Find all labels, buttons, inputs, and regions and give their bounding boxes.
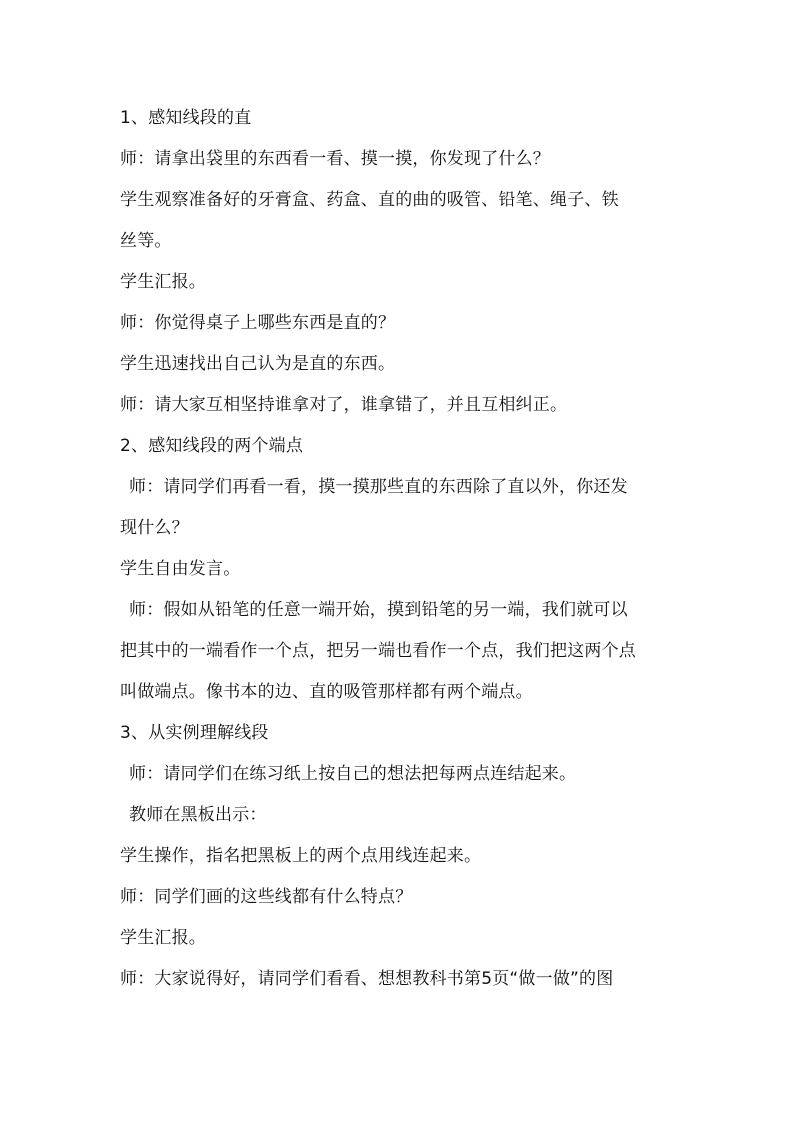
text-line: 叫做端点。像书本的边、直的吸管那样都有两个端点。: [120, 682, 533, 702]
text-line: 2、感知线段的两个端点: [120, 436, 304, 456]
text-line: 学生迅速找出自己认为是直的东西。: [120, 354, 396, 374]
text-line: 师：大家说得好，请同学们看看、想想教科书第5页“做一做”的图: [120, 969, 614, 989]
text-line: 3、从实例理解线段: [120, 723, 269, 743]
text-line: 学生汇报。: [120, 272, 206, 292]
text-line: 师：请大家互相坚持谁拿对了，谁拿错了，并且互相纠正。: [120, 395, 568, 415]
text-line: 现什么？: [120, 518, 189, 538]
text-line: 学生自由发言。: [120, 559, 241, 579]
text-line: 师：请同学们再看一看，摸一摸那些直的东西除了直以外，你还发: [129, 477, 628, 497]
text-line: 师：假如从铅笔的任意一端开始，摸到铅笔的另一端，我们就可以: [129, 600, 628, 620]
text-line: 学生操作，指名把黑板上的两个点用线连起来。: [120, 846, 482, 866]
document-body: [120, 98, 690, 1000]
text-line: 丝等。: [120, 231, 172, 251]
text-line: 师：请拿出袋里的东西看一看、摸一摸，你发现了什么？: [120, 149, 550, 169]
text-line: 学生汇报。: [120, 928, 206, 948]
text-line: 师：你觉得桌子上哪些东西是直的？: [120, 313, 396, 333]
text-line: 学生观察准备好的牙膏盒、药盒、直的曲的吸管、铅笔、绳子、铁: [120, 190, 619, 210]
text-line: 1、感知线段的直: [120, 108, 252, 128]
text-line: 师：同学们画的这些线都有什么特点？: [120, 887, 413, 907]
text-line: 教师在黑板出示：: [129, 805, 267, 825]
text-line: 师：请同学们在练习纸上按自己的想法把每两点连结起来。: [129, 764, 577, 784]
text-line: 把其中的一端看作一个点，把另一端也看作一个点，我们把这两个点: [120, 641, 636, 661]
